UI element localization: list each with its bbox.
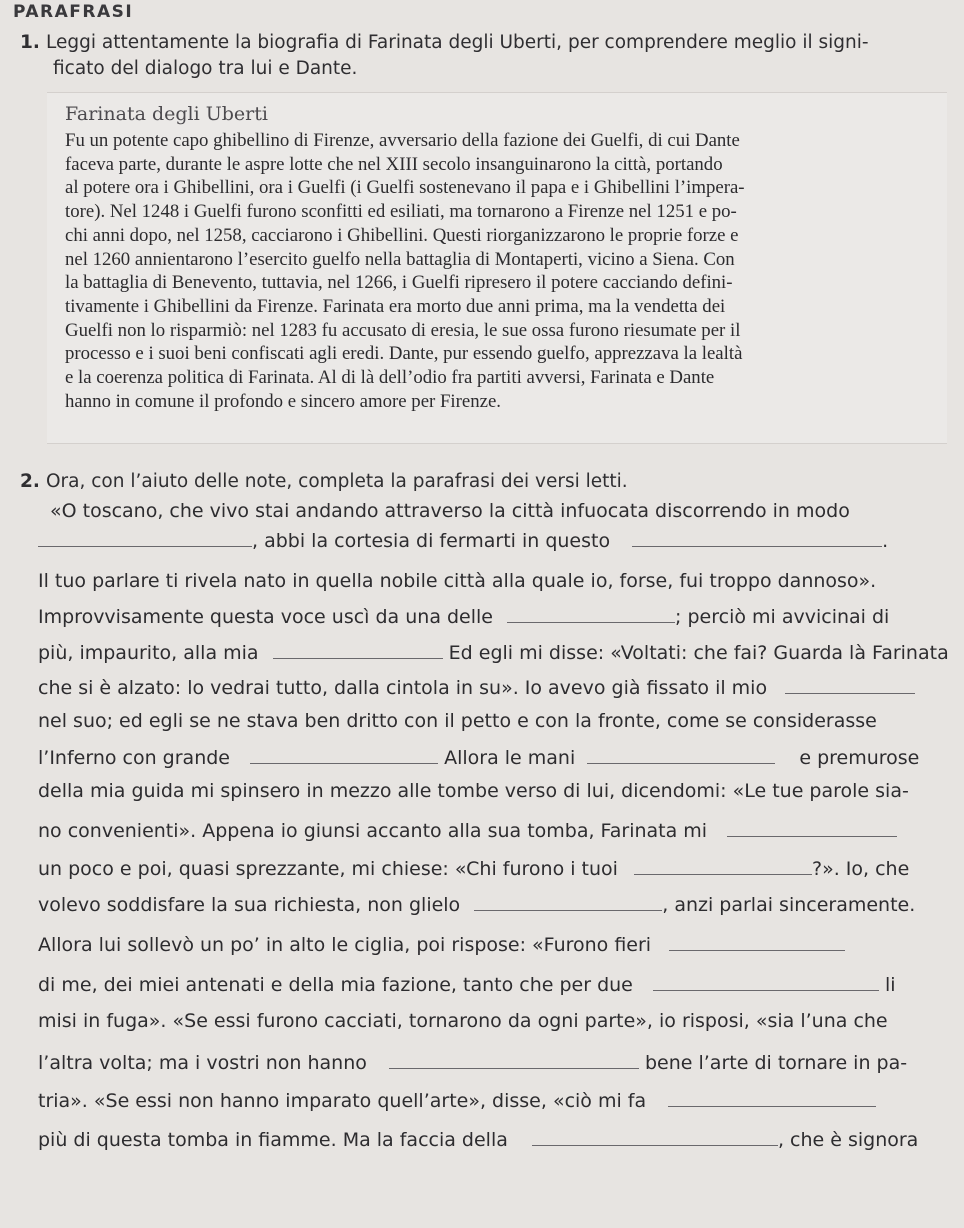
biography-line: nel 1260 annientarono l’esercito guelfo nella battaglia di Montaperti, vicino a Siena. Con [65,248,735,270]
biography-line: la battaglia di Benevento, tuttavia, nel 1266, i Guelfi ripresero il potere cacciando defini- [65,272,733,294]
paraphrase-line: e premurose [799,747,920,769]
biography-line: tivamente i Ghibellini da Firenze. Farinata era morto due anni prima, ma la vendetta dei [65,295,726,317]
fill-in-blank[interactable] [668,1088,876,1107]
paraphrase-line: Allora le mani [444,747,576,769]
paraphrase-line: che si è alzato: lo vedrai tutto, dalla cintola in su». Io avevo già fissato il mio [38,677,768,699]
paraphrase-line: no convenienti». Appena io giunsi accanto alla sua tomba, Farinata mi [38,820,708,842]
biography-text [65,129,945,413]
biography-line: al potere ora i Ghibellini, ora i Guelfi (i Guelfi sostenevano il papa e i Ghibellini l’impera- [65,177,745,199]
paraphrase-line: più di questa tomba in fiamme. Ma la faccia della [38,1129,508,1151]
fill-in-blank[interactable] [587,745,775,764]
biography-line: Fu un potente capo ghibellino di Firenze, avversario della fazione dei Guelfi, di cui Dante [65,130,740,151]
paraphrase-line: l’altra volta; ma i vostri non hanno [38,1052,367,1074]
biography-title: Farinata degli Uberti [65,103,268,125]
fill-in-blank[interactable] [38,528,252,547]
paraphrase-line: , abbi la cortesia di fermarti in questo [252,530,611,552]
paraphrase-line: Ed egli mi disse: «Voltati: che fai? Guarda là Farinata [448,642,949,664]
paraphrase-line: Allora lui sollevò un po’ in alto le ciglia, poi rispose: «Furono fieri [38,934,652,956]
exercise-2-instruction [20,469,628,495]
fill-in-blank[interactable] [632,528,882,547]
biography-line: chi anni dopo, nel 1258, cacciarono i Ghibellini. Questi riorganizzarono le proprie forze e [65,224,739,246]
fill-in-blank[interactable] [669,932,845,951]
paraphrase-line: di me, dei miei antenati e della mia fazione, tanto che per due [38,974,633,996]
paraphrase-line: li [884,974,896,996]
fill-in-blank[interactable] [273,640,443,659]
fill-in-blank[interactable] [250,745,438,764]
exercise-1-text-line-1: Leggi attentamente la biografia di Farinata degli Uberti, per comprendere meglio il signi- [46,32,869,53]
exercise-1-text-line-2: ficato del dialogo tra lui e Dante. [53,58,358,79]
paraphrase-line: , che è signora [777,1129,919,1151]
biography-line: tore). Nel 1248 i Guelfi furono sconfitti ed esiliati, ma tornarono a Firenze nel 1251 e po- [65,201,737,223]
fill-in-blank[interactable] [389,1050,639,1069]
biography-line: e la coerenza politica di Farinata. Al di là dell’odio fra partiti avversi, Farinata e Dante [65,367,715,389]
biography-line: faceva parte, durante le aspre lotte che nel XIII secolo insanguinarono la città, portando [65,153,723,175]
biography-line: Guelfi non lo risparmiò: nel 1283 fu accusato di eresia, le sue ossa furono riesumate per il [65,319,741,341]
paraphrase-line: volevo soddisfare la sua richiesta, non glielo [38,894,461,916]
fill-in-blank[interactable] [507,604,675,623]
paraphrase-line: «O toscano, che vivo stai andando attraverso la città infuocata discorrendo in modo [50,500,850,522]
fill-in-blank[interactable] [785,675,915,694]
paraphrase-line: ; perciò mi avvicinai di [675,606,890,628]
exercise-1-number: 1. [20,32,40,53]
section-header: PARAFRASI [13,2,134,22]
paraphrase-line: ?». Io, che [812,858,910,880]
paraphrase-line: un poco e poi, quasi sprezzante, mi chiese: «Chi furono i tuoi [38,858,618,880]
paraphrase-line: misi in fuga». «Se essi furono cacciati, tornarono da ogni parte», io risposi, «sia l’una che [38,1010,888,1032]
paraphrase-line: tria». «Se essi non hanno imparato quell’arte», disse, «ciò mi fa [38,1090,647,1112]
exercise-1-instruction [20,30,869,82]
paraphrase-line: della mia guida mi spinsero in mezzo alle tombe verso di lui, dicendomi: «Le tue parole sia- [38,780,909,802]
paraphrase-line: . [882,530,889,552]
fill-in-blank[interactable] [634,856,812,875]
paraphrase-line: Improvvisamente questa voce uscì da una delle [38,606,493,628]
paraphrase-line: bene l’arte di tornare in pa- [644,1052,908,1074]
paraphrase-line: più, impaurito, alla mia [38,642,259,664]
biography-line: processo e i suoi beni confiscati agli eredi. Dante, pur essendo guelfo, apprezzava la lealtà [65,343,743,365]
paraphrase-line: , anzi parlai sinceramente. [662,894,916,916]
fill-in-blank[interactable] [727,818,897,837]
fill-in-blank[interactable] [474,892,662,911]
paraphrase-line: nel suo; ed egli se ne stava ben dritto con il petto e con la fronte, come se considerasse [38,710,877,732]
fill-in-blank[interactable] [532,1127,778,1146]
exercise-2-number: 2. [20,471,40,492]
biography-box [47,92,947,444]
fill-in-blank[interactable] [653,972,879,991]
paraphrase-line: l’Inferno con grande [38,747,230,769]
biography-line: hanno in comune il profondo e sincero amore per Firenze. [65,390,501,412]
paraphrase-line: Il tuo parlare ti rivela nato in quella nobile città alla quale io, forse, fui troppo dannoso». [38,570,877,592]
exercise-2-text: Ora, con l’aiuto delle note, completa la parafrasi dei versi letti. [46,471,628,492]
